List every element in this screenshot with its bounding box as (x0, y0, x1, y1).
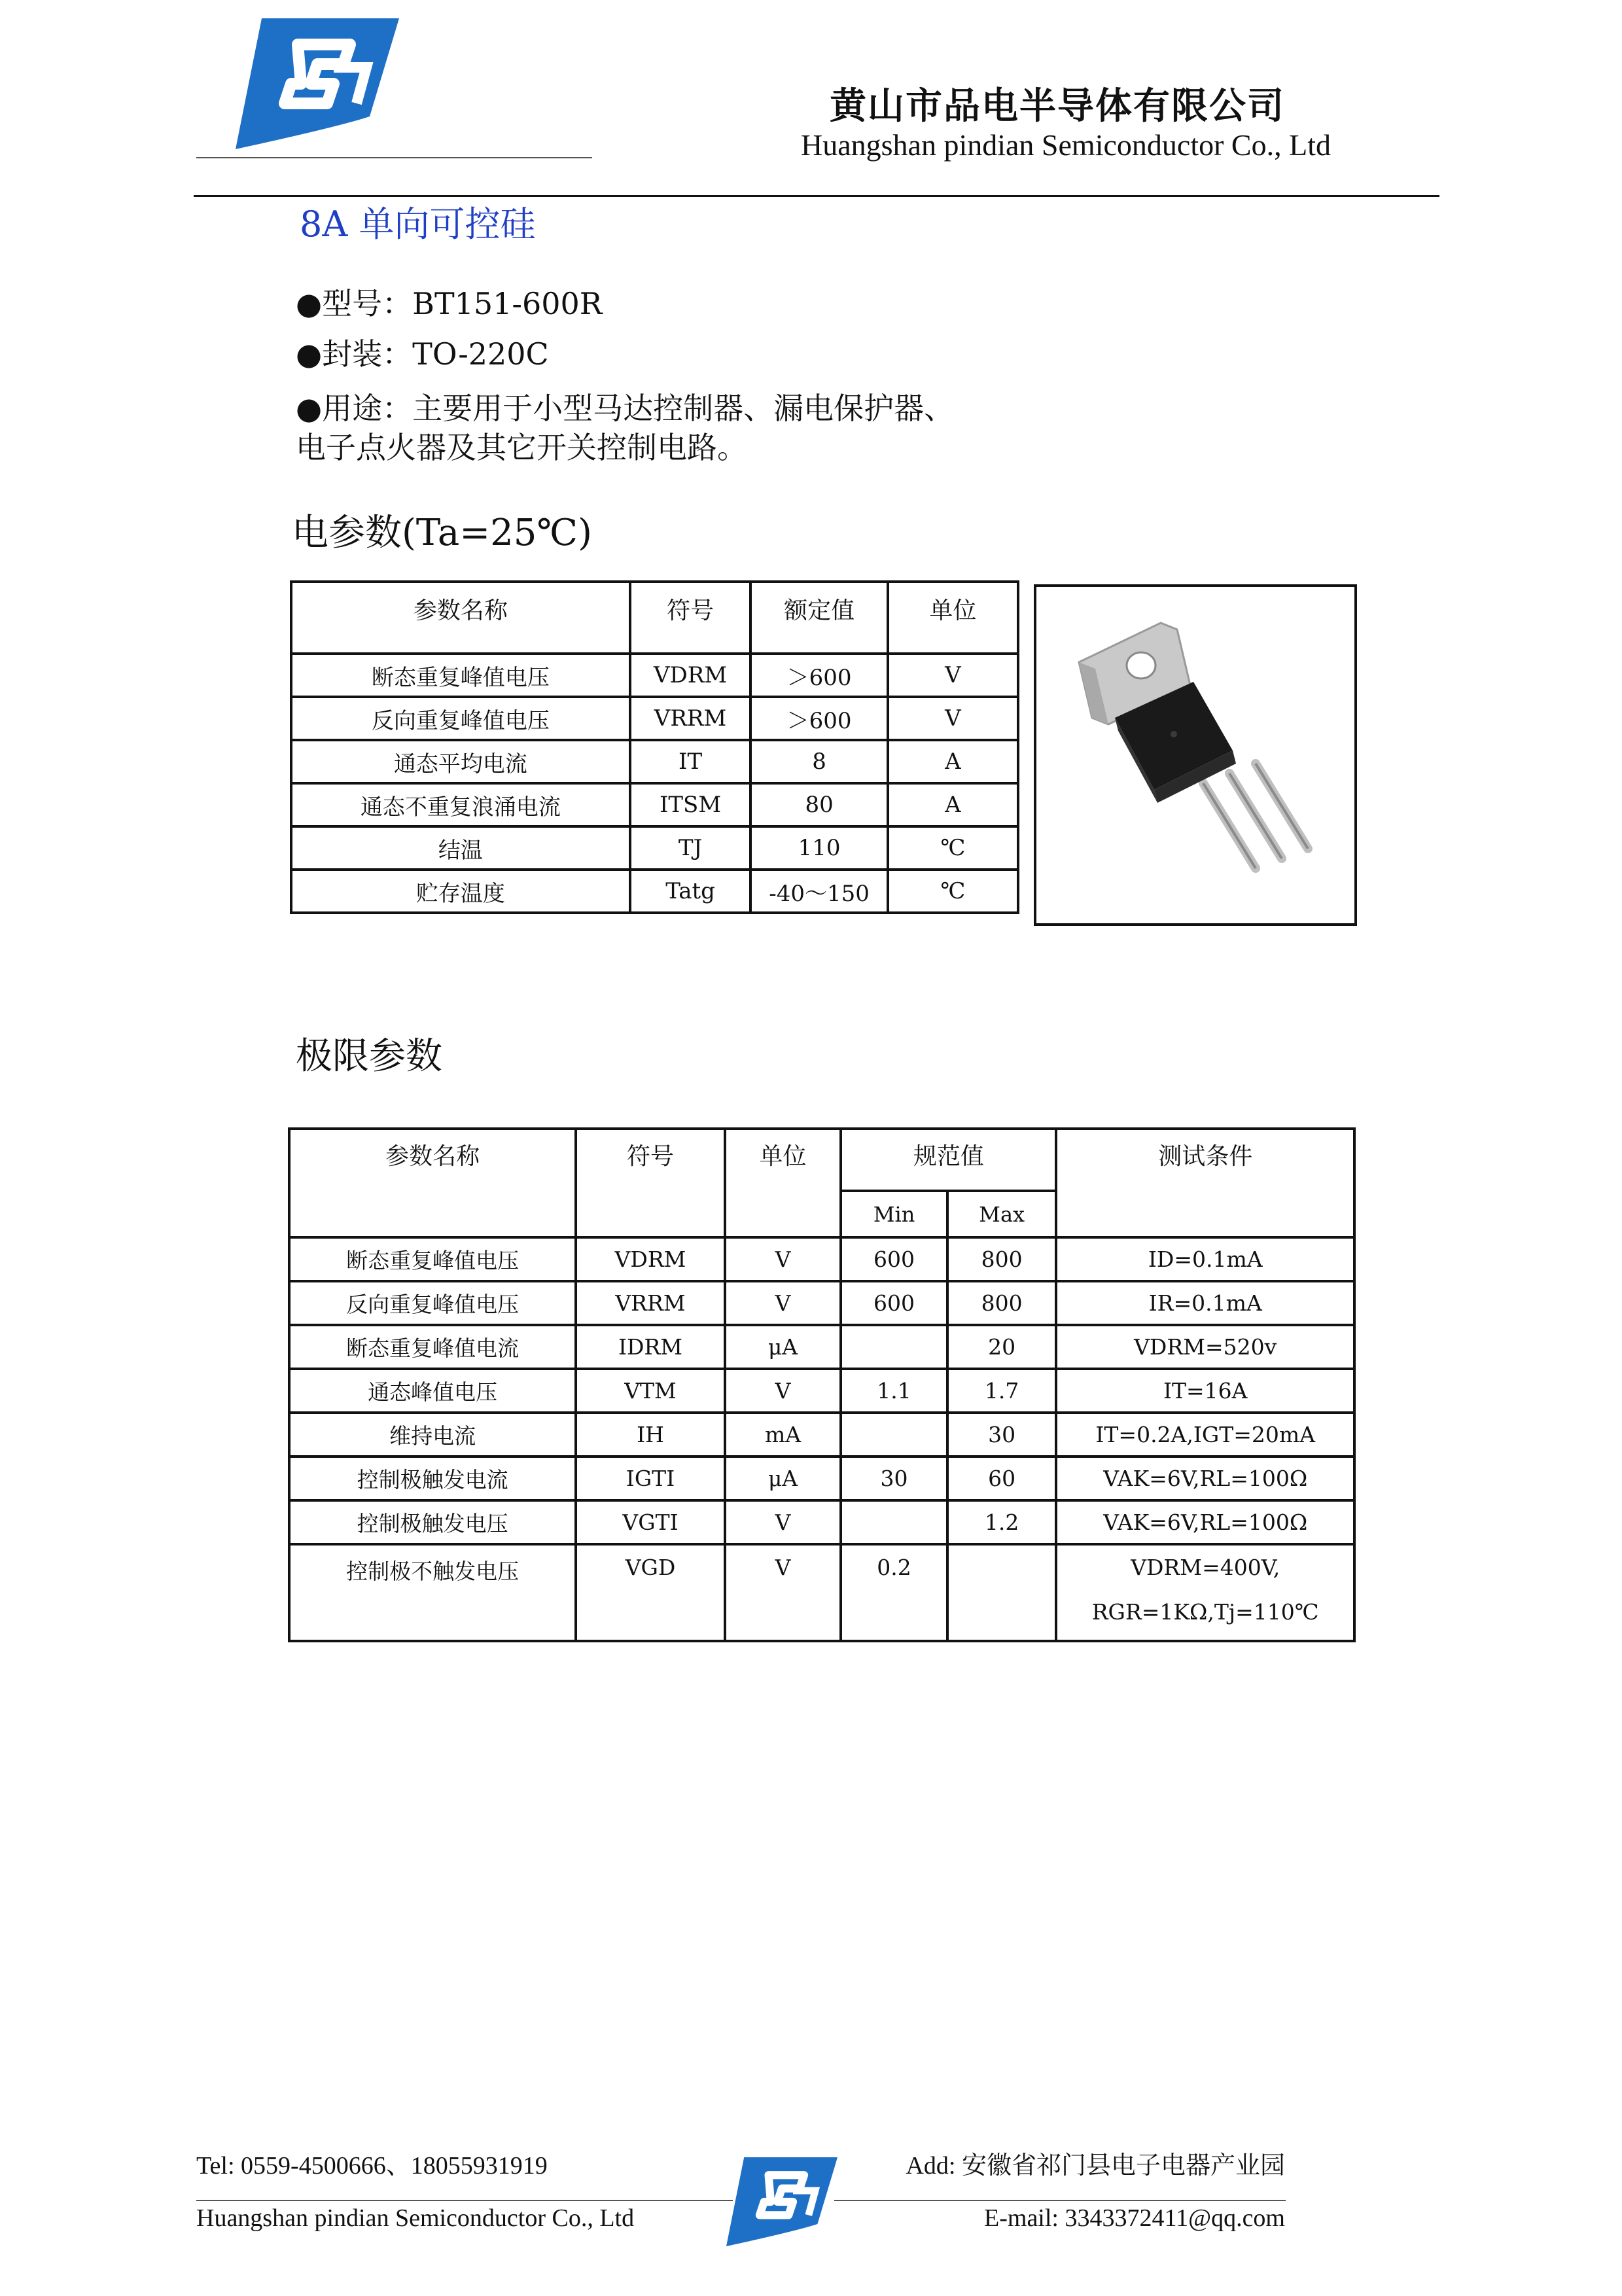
table-row (289, 1281, 1354, 1325)
table-cell: V (725, 1281, 841, 1325)
footer-rule-left (196, 2200, 733, 2201)
table-cell: 通态峰值电压 (289, 1369, 576, 1413)
company-logo-icon (236, 18, 399, 149)
table-cell: VGD (576, 1544, 725, 1641)
condition-line-1: VDRM=400V, (1131, 1555, 1280, 1580)
table-cell: 1.2 (947, 1500, 1057, 1544)
table-cell: 贮存温度 (291, 870, 630, 913)
limit-params-table (288, 1127, 1356, 1642)
footer-email: E-mail: 3343372411@qq.com (984, 2204, 1285, 2232)
table-cell: ITSM (630, 783, 751, 826)
table-cell: ID=0.1mA (1056, 1237, 1354, 1281)
usage-line-1: ●用途：主要用于小型马达控制器、漏电保护器、 (296, 391, 955, 426)
table-cell: 8 (750, 740, 887, 783)
table-cell (841, 1325, 947, 1369)
table-cell: IT=0.2A,IGT=20mA (1056, 1413, 1354, 1457)
table-row (289, 1325, 1354, 1369)
header-cell: 参数名称 (289, 1129, 576, 1237)
table-row (291, 697, 1018, 740)
table-header-row (291, 582, 1018, 654)
table-cell: mA (725, 1413, 841, 1457)
table-cell-condition (1056, 1544, 1354, 1641)
table-cell: 通态平均电流 (291, 740, 630, 783)
electrical-section-title: 电参数(Ta=25℃) (292, 512, 592, 554)
table-cell: 维持电流 (289, 1413, 576, 1457)
table-cell: A (888, 740, 1018, 783)
header-cell: 测试条件 (1056, 1129, 1354, 1237)
table-cell: 800 (947, 1281, 1057, 1325)
table-cell: 断态重复峰值电流 (289, 1325, 576, 1369)
header-cell: 规范值 (841, 1129, 1056, 1191)
table-cell: 结温 (291, 826, 630, 870)
footer-tel: Tel: 0559-4500666、18055931919 (196, 2152, 548, 2180)
table-cell: 800 (947, 1237, 1057, 1281)
table-cell: 20 (947, 1325, 1057, 1369)
component-photo-frame (1034, 584, 1357, 926)
table-cell: 反向重复峰值电压 (291, 697, 630, 740)
table-cell: 控制极触发电流 (289, 1457, 576, 1500)
table-cell: V (888, 697, 1018, 740)
table-row (289, 1500, 1354, 1544)
table-cell: 断态重复峰值电压 (289, 1237, 576, 1281)
table-cell: Tatg (630, 870, 751, 913)
table-row (289, 1413, 1354, 1457)
footer-rule-right (834, 2200, 1286, 2201)
table-cell: IR=0.1mA (1056, 1281, 1354, 1325)
limits-section-title: 极限参数 (296, 1035, 442, 1078)
header-cell: 符号 (630, 582, 751, 654)
table-cell: VGTI (576, 1500, 725, 1544)
to-220-package-icon (1036, 587, 1354, 923)
table-cell: 110 (750, 826, 887, 870)
product-title: 8A 单向可控硅 (300, 203, 536, 245)
table-cell: IGTI (576, 1457, 725, 1500)
table-cell: 600 (841, 1281, 947, 1325)
table-cell: VRRM (630, 697, 751, 740)
table-cell: ＞600 (750, 697, 887, 740)
table-cell: 60 (947, 1457, 1057, 1500)
table-cell: ℃ (888, 826, 1018, 870)
table-cell: 30 (947, 1413, 1057, 1457)
header-cell: Min (841, 1191, 947, 1237)
header-cell: 参数名称 (291, 582, 630, 654)
footer-company: Huangshan pindian Semiconductor Co., Ltd (196, 2204, 635, 2232)
table-cell: 600 (841, 1237, 947, 1281)
table-cell: μA (725, 1457, 841, 1500)
company-name-cn: 黄山市品电半导体有限公司 (830, 85, 1285, 128)
table-cell: V (725, 1369, 841, 1413)
table-cell: V (725, 1544, 841, 1641)
table-cell: 反向重复峰值电压 (289, 1281, 576, 1325)
table-row (289, 1369, 1354, 1413)
header-cell: 符号 (576, 1129, 725, 1237)
table-row (291, 783, 1018, 826)
table-cell: 控制极触发电压 (289, 1500, 576, 1544)
table-cell: 1.1 (841, 1369, 947, 1413)
table-cell: VDRM=520v (1056, 1325, 1354, 1369)
table-row (291, 870, 1018, 913)
table-cell: 30 (841, 1457, 947, 1500)
table-row (289, 1237, 1354, 1281)
table-cell: μA (725, 1325, 841, 1369)
table-row (289, 1457, 1354, 1500)
table-row (289, 1544, 1354, 1641)
table-cell: TJ (630, 826, 751, 870)
table-cell: VDRM (630, 654, 751, 697)
table-cell: 0.2 (841, 1544, 947, 1641)
company-name-en: Huangshan pindian Semiconductor Co., Ltd (801, 128, 1331, 162)
table-cell: VTM (576, 1369, 725, 1413)
header-cell: 额定值 (750, 582, 887, 654)
usage-line-2: 电子点火器及其它开关控制电路。 (296, 430, 747, 465)
table-cell: IH (576, 1413, 725, 1457)
table-cell: V (725, 1237, 841, 1281)
table-cell: IT (630, 740, 751, 783)
table-cell: 1.7 (947, 1369, 1057, 1413)
table-row (291, 740, 1018, 783)
table-cell: A (888, 783, 1018, 826)
electrical-params-table (290, 580, 1019, 914)
header-cell: 单位 (888, 582, 1018, 654)
table-cell: VDRM (576, 1237, 725, 1281)
table-cell: V (725, 1500, 841, 1544)
model-line: ●型号：BT151-600R (296, 286, 603, 321)
table-cell: VAK=6V,RL=100Ω (1056, 1500, 1354, 1544)
table-cell (841, 1500, 947, 1544)
table-header-row (289, 1129, 1354, 1191)
table-cell: 断态重复峰值电压 (291, 654, 630, 697)
company-logo-icon (726, 2156, 837, 2248)
table-cell: VRRM (576, 1281, 725, 1325)
table-cell: -40～150 (750, 870, 887, 913)
table-cell: IDRM (576, 1325, 725, 1369)
table-cell (841, 1413, 947, 1457)
table-cell: ＞600 (750, 654, 887, 697)
table-cell: VAK=6V,RL=100Ω (1056, 1457, 1354, 1500)
table-cell: IT=16A (1056, 1369, 1354, 1413)
table-cell: 控制极不触发电压 (289, 1544, 576, 1641)
table-cell: 80 (750, 783, 887, 826)
table-cell: ℃ (888, 870, 1018, 913)
condition-line-2: RGR=1KΩ,Tj=110℃ (1091, 1599, 1319, 1625)
table-cell: 通态不重复浪涌电流 (291, 783, 630, 826)
footer-address: Add: 安徽省祁门县电子电器产业园 (906, 2152, 1285, 2180)
header-cell: 单位 (725, 1129, 841, 1237)
table-row (291, 826, 1018, 870)
table-row (291, 654, 1018, 697)
package-line: ●封装：TO-220C (296, 336, 549, 372)
table-cell (947, 1544, 1057, 1641)
logo-underline (196, 157, 592, 158)
table-cell: V (888, 654, 1018, 697)
header-cell: Max (947, 1191, 1057, 1237)
